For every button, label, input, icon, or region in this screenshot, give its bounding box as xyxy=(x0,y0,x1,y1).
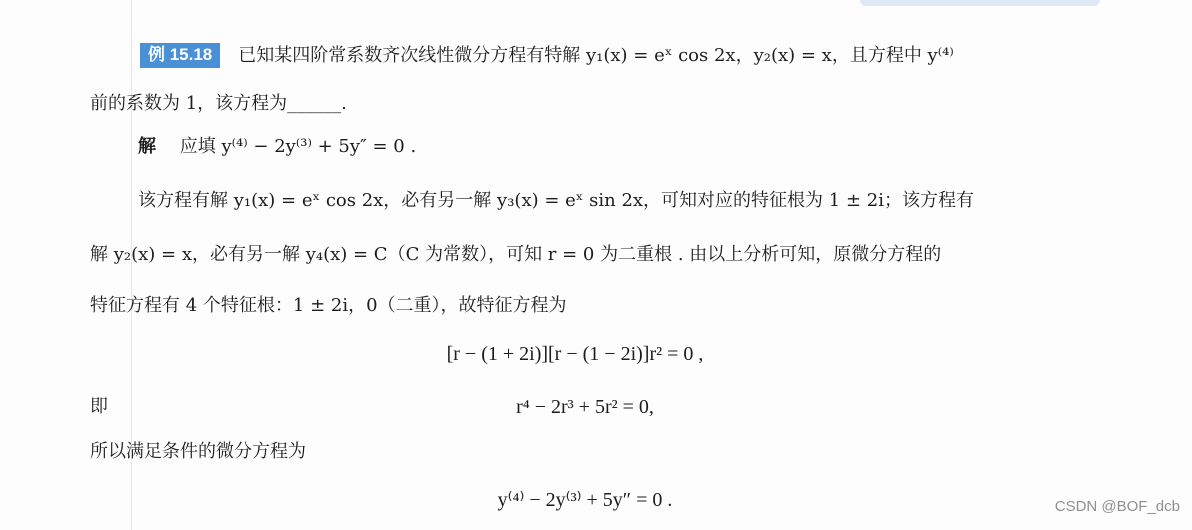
solution-line-4: 所以满足条件的微分方程为 xyxy=(90,441,306,462)
problem-line-1 xyxy=(140,43,954,68)
solution-line-3: 特征方程有 4 个特征根：1 ± 2i，0（二重），故特征方程为 xyxy=(90,295,567,316)
example-badge: 例 15.18 xyxy=(140,43,220,68)
answer-label: 解 xyxy=(138,136,156,157)
top-decoration xyxy=(860,0,1100,6)
ji-label: 即 xyxy=(90,396,108,417)
equation-1: [r − (1 + 2i)][r − (1 − 2i)]r² = 0 , xyxy=(446,343,704,365)
watermark: CSDN @BOF_dcb xyxy=(1054,498,1180,515)
equation-2: r⁴ − 2r³ + 5r² = 0, xyxy=(516,396,654,418)
equation-3: y⁽⁴⁾ − 2y⁽³⁾ + 5y″ = 0 . xyxy=(497,489,673,511)
solution-line-1: 该方程有解 y₁(x) = eˣ cos 2x，必有另一解 y₃(x) = eˣ sin 2x，可知对应的特征根为 1 ± 2i；该方程有 xyxy=(138,190,974,211)
problem-line-2: 前的系数为 1，该方程为______. xyxy=(90,93,347,114)
answer-line xyxy=(138,136,416,158)
problem-text-1: 已知某四阶常系数齐次线性微分方程有特解 y₁(x) = eˣ cos 2x，y₂(x) = x，且方程中 y⁽⁴⁾ xyxy=(238,45,954,66)
answer-text: 应填 y⁽⁴⁾ − 2y⁽³⁾ + 5y″ = 0 . xyxy=(179,136,417,157)
solution-line-2: 解 y₂(x) = x，必有另一解 y₄(x) = C（C 为常数），可知 r = 0 为二重根 . 由以上分析可知，原微分方程的 xyxy=(90,244,942,265)
